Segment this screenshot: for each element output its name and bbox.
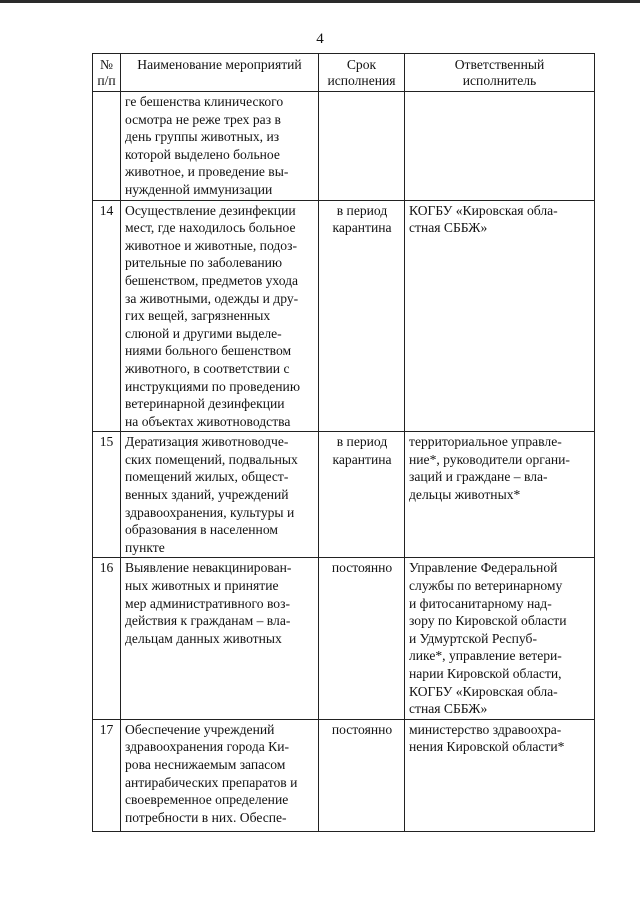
text-line: ветеринарной дезинфекции — [125, 396, 285, 412]
text-line: бешенством, предметов ухода — [125, 272, 299, 288]
text-line: в период — [336, 434, 388, 450]
row-responsible — [405, 92, 595, 201]
text-line: инструкциями по проведению — [125, 378, 300, 394]
table-row — [93, 558, 595, 719]
header-term — [319, 54, 405, 92]
text-line: заций и граждане – вла- — [409, 469, 548, 485]
row-term — [319, 432, 405, 558]
header-responsible-line: Ответственный — [454, 57, 545, 72]
row-num — [93, 92, 121, 201]
text-line: пункте — [125, 539, 165, 555]
text-line: и фитосанитарному над- — [409, 595, 552, 611]
text-line: животное и животные, подоз- — [125, 237, 297, 253]
text-line: Обеспечение учреждений — [125, 721, 275, 737]
text-line: и Удмуртской Респуб- — [409, 630, 537, 646]
row-num: 15 — [93, 432, 121, 558]
row-num: 16 — [93, 558, 121, 719]
text-line: Выявление невакцинирован- — [125, 560, 292, 576]
text-line: карантина — [332, 220, 392, 236]
row-responsible — [405, 200, 595, 432]
table-row — [93, 92, 595, 201]
row-term — [319, 92, 405, 201]
text-line: здравоохранения, культуры и — [125, 504, 295, 520]
text-line: животное, и проведение вы- — [125, 164, 289, 180]
text-line: ниями больного бешенством — [125, 343, 292, 359]
text-line: на объектах животноводства — [125, 413, 291, 429]
text-line: постоянно — [331, 721, 393, 737]
header-num-line: п/п — [97, 73, 116, 88]
text-line: в период — [336, 202, 388, 218]
text-line: КОГБУ «Кировская обла- — [409, 683, 558, 699]
page-number: 4 — [316, 31, 324, 47]
text-line: венных зданий, учреждений — [125, 487, 289, 503]
row-num: 17 — [93, 719, 121, 831]
header-num-line: № — [100, 57, 113, 72]
text-line: карантина — [332, 451, 392, 467]
row-term — [319, 200, 405, 432]
header-term-line: Срок — [346, 57, 377, 72]
text-line: гих вещей, загрязненных — [125, 308, 271, 324]
text-line: антирабических препаратов и — [125, 774, 298, 790]
text-line: дельцы животных* — [409, 487, 521, 503]
header-name — [121, 54, 319, 92]
row-name — [121, 92, 319, 201]
text-line: нужденной иммунизации — [125, 181, 273, 197]
row-responsible — [405, 719, 595, 831]
text-line: Управление Федеральной — [409, 560, 558, 576]
scan-edge-line — [0, 0, 640, 3]
header-term-line: исполнения — [327, 73, 396, 88]
text-line: ных животных и принятие — [125, 578, 279, 594]
row-num: 14 — [93, 200, 121, 432]
text-line: Дератизация животноводче- — [125, 434, 289, 450]
text-line: помещений жилых, общест- — [125, 469, 289, 485]
row-term — [319, 558, 405, 719]
text-line: рова неснижаемым запасом — [125, 756, 286, 772]
text-line: лике*, управление ветери- — [409, 648, 562, 664]
header-name-line: Наименование мероприятий — [137, 57, 302, 72]
text-line: службы по ветеринарному — [409, 578, 563, 594]
text-line: потребности в них. Обеспе- — [125, 809, 287, 825]
text-line: ние*, руководители органи- — [409, 451, 570, 467]
row-responsible — [405, 558, 595, 719]
text-line: день группы животных, из — [125, 129, 280, 145]
row-name — [121, 432, 319, 558]
text-line: животного, в соответствии с — [125, 360, 290, 376]
text-line: стная СББЖ» — [409, 701, 488, 717]
text-line: мер административного воз- — [125, 595, 290, 611]
row-name — [121, 558, 319, 719]
text-line: действия к гражданам – вла- — [125, 613, 291, 629]
table-row — [93, 432, 595, 558]
row-responsible — [405, 432, 595, 558]
text-line: нарии Кировской области, — [409, 666, 562, 681]
table-row — [93, 200, 595, 432]
text-line: осмотра не реже трех раз в — [125, 111, 281, 127]
text-line: территориальное управле- — [409, 434, 562, 450]
text-line: своевременное определение — [125, 792, 289, 808]
row-name — [121, 719, 319, 831]
text-line: зору по Кировской области — [409, 613, 567, 629]
text-line: здравоохранения города Ки- — [125, 739, 290, 755]
text-line: КОГБУ «Кировская обла- — [409, 202, 558, 218]
row-name — [121, 200, 319, 432]
text-line: за животными, одежды и дру- — [125, 290, 299, 306]
table-header-row — [93, 54, 595, 92]
text-line: Осуществление дезинфекции — [125, 202, 296, 218]
text-line: слюной и другими выделе- — [125, 325, 282, 341]
text-line: ских помещений, подвальных — [125, 451, 298, 467]
text-line: рительные по заболеванию — [125, 255, 283, 271]
text-line: стная СББЖ» — [409, 220, 488, 236]
text-line: образования в населенном — [125, 522, 278, 538]
header-responsible — [405, 54, 595, 92]
text-line: дельцам данных животных — [125, 630, 282, 646]
text-line: которой выделено больное — [125, 146, 280, 162]
text-line: нения Кировской области* — [409, 739, 565, 755]
header-responsible-line: исполнитель — [462, 73, 537, 88]
text-line: мест, где находилось больное — [125, 220, 296, 236]
header-num — [93, 54, 121, 92]
text-line: ге бешенства клинического — [125, 94, 284, 109]
text-line: постоянно — [331, 560, 393, 576]
table-row — [93, 719, 595, 831]
measures-table — [92, 53, 595, 832]
text-line: министерство здравоохра- — [409, 721, 562, 737]
row-term — [319, 719, 405, 831]
